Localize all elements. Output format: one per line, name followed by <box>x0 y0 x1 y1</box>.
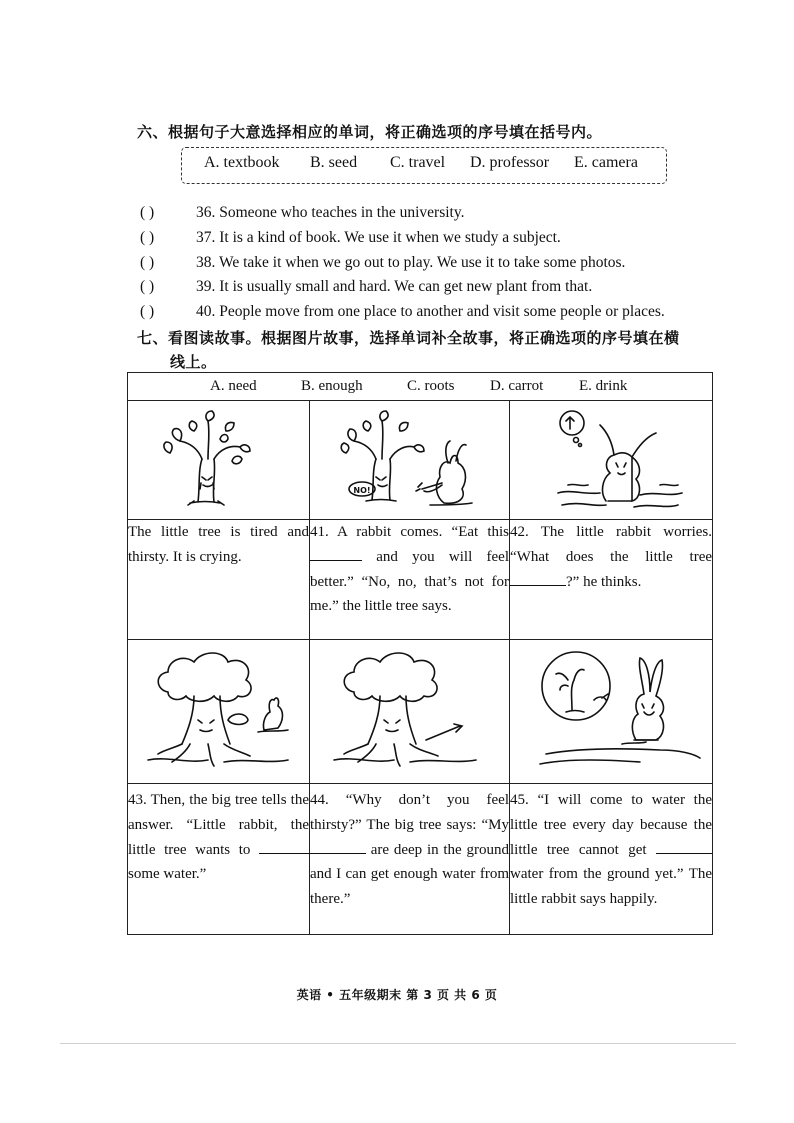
word-options-box <box>181 147 667 184</box>
happy-rabbit-illustration <box>510 640 711 783</box>
worried-rabbit-illustration <box>510 401 711 519</box>
option-c: C. travel <box>390 154 446 171</box>
section-7-title-line2: 线上。 <box>170 353 217 371</box>
question-text: 40. People move from one place to another and visit some people or places. <box>196 303 665 320</box>
story-text: ?” he thinks. <box>566 573 642 590</box>
question-text: 37. It is a kind of book. We use it when we study a subject. <box>196 229 561 246</box>
story-text: The little tree is tired and thirsty. It is crying. <box>128 524 309 565</box>
question-text: 39. It is usually small and hard. We can get new plant from that. <box>196 278 593 295</box>
story-options <box>128 373 713 401</box>
story-option-d: D. carrot <box>490 378 544 394</box>
answer-blank-45[interactable] <box>656 839 712 854</box>
question-40 <box>140 303 665 321</box>
story-text-panel-42 <box>510 520 713 640</box>
option-a: A. textbook <box>204 154 280 171</box>
picture-panel-4 <box>128 640 310 784</box>
story-text: 42. The little rabbit worries. “What does the little tree <box>510 524 713 565</box>
picture-panel-5 <box>310 640 510 784</box>
story-text: are deep in the ground and I can get enough water from there.” <box>310 841 509 908</box>
story-text-panel-45 <box>510 784 713 935</box>
story-text-panel-41 <box>310 520 510 640</box>
page-footer: 英语 • 五年级期末 第 3 页 共 6 页 <box>296 988 498 1002</box>
section-6-title: 六、根据句子大意选择相应的单词，将正确选项的序号填在括号内。 <box>137 123 603 141</box>
answer-bracket[interactable]: ( ) <box>140 278 155 295</box>
answer-bracket[interactable]: ( ) <box>140 204 155 221</box>
story-text: and you will feel better.” “No, no, that’s not for me.” the little tree says. <box>310 548 509 615</box>
story-table <box>127 372 713 935</box>
answer-blank-41[interactable] <box>310 546 362 561</box>
story-option-e: E. drink <box>579 378 628 394</box>
picture-panel-1 <box>128 401 310 520</box>
picture-panel-2 <box>310 401 510 520</box>
story-text: 44. “Why don’t you feel thirsty?” The big tree says: “My <box>310 792 509 833</box>
speech-no: NO! <box>353 486 371 495</box>
story-text: some water.” <box>128 866 207 883</box>
story-text: 41. A rabbit comes. “Eat this <box>310 524 509 540</box>
story-option-a: A. need <box>210 378 257 394</box>
question-36 <box>140 204 464 222</box>
answer-blank-42[interactable] <box>510 571 566 586</box>
story-text-panel-44 <box>310 784 510 935</box>
bottom-divider <box>60 1043 736 1044</box>
story-text-panel-1 <box>128 520 310 640</box>
section-7-title-line1: 七、看图读故事。根据图片故事，选择单词补全故事，将正确选项的序号填在横 <box>137 329 680 347</box>
big-tree-and-rabbit-illustration <box>128 640 308 783</box>
story-text: 45. “I will come to water the little tree every day because the little tree cannot get <box>510 792 713 858</box>
picture-panel-6 <box>510 640 713 784</box>
answer-blank-43[interactable] <box>259 839 309 854</box>
option-d: D. professor <box>470 154 550 171</box>
question-37 <box>140 229 561 247</box>
story-options-row <box>128 373 713 401</box>
crying-little-tree-illustration <box>128 401 308 519</box>
story-option-b: B. enough <box>301 378 363 394</box>
answer-bracket[interactable]: ( ) <box>140 229 155 246</box>
story-text-panel-43 <box>128 784 310 935</box>
option-b: B. seed <box>310 154 358 171</box>
story-text: water from the ground yet.” The little rabbit says happily. <box>510 866 713 908</box>
story-text: 43. Then, the big tree tells the answer. “Little rabbit, the little tree wants to <box>128 792 309 858</box>
picture-panel-3 <box>510 401 713 520</box>
option-e: E. camera <box>574 154 638 171</box>
answer-blank-44[interactable] <box>310 839 366 854</box>
answer-bracket[interactable]: ( ) <box>140 254 155 271</box>
question-text: 38. We take it when we go out to play. We use it to take some photos. <box>196 254 626 271</box>
question-text: 36. Someone who teaches in the university. <box>196 204 465 221</box>
rabbit-offering-carrot-illustration <box>310 401 508 519</box>
question-38 <box>140 254 625 272</box>
answer-bracket[interactable]: ( ) <box>140 303 155 320</box>
story-option-c: C. roots <box>407 378 455 394</box>
big-tree-roots-illustration <box>310 640 508 783</box>
question-39 <box>140 278 592 296</box>
